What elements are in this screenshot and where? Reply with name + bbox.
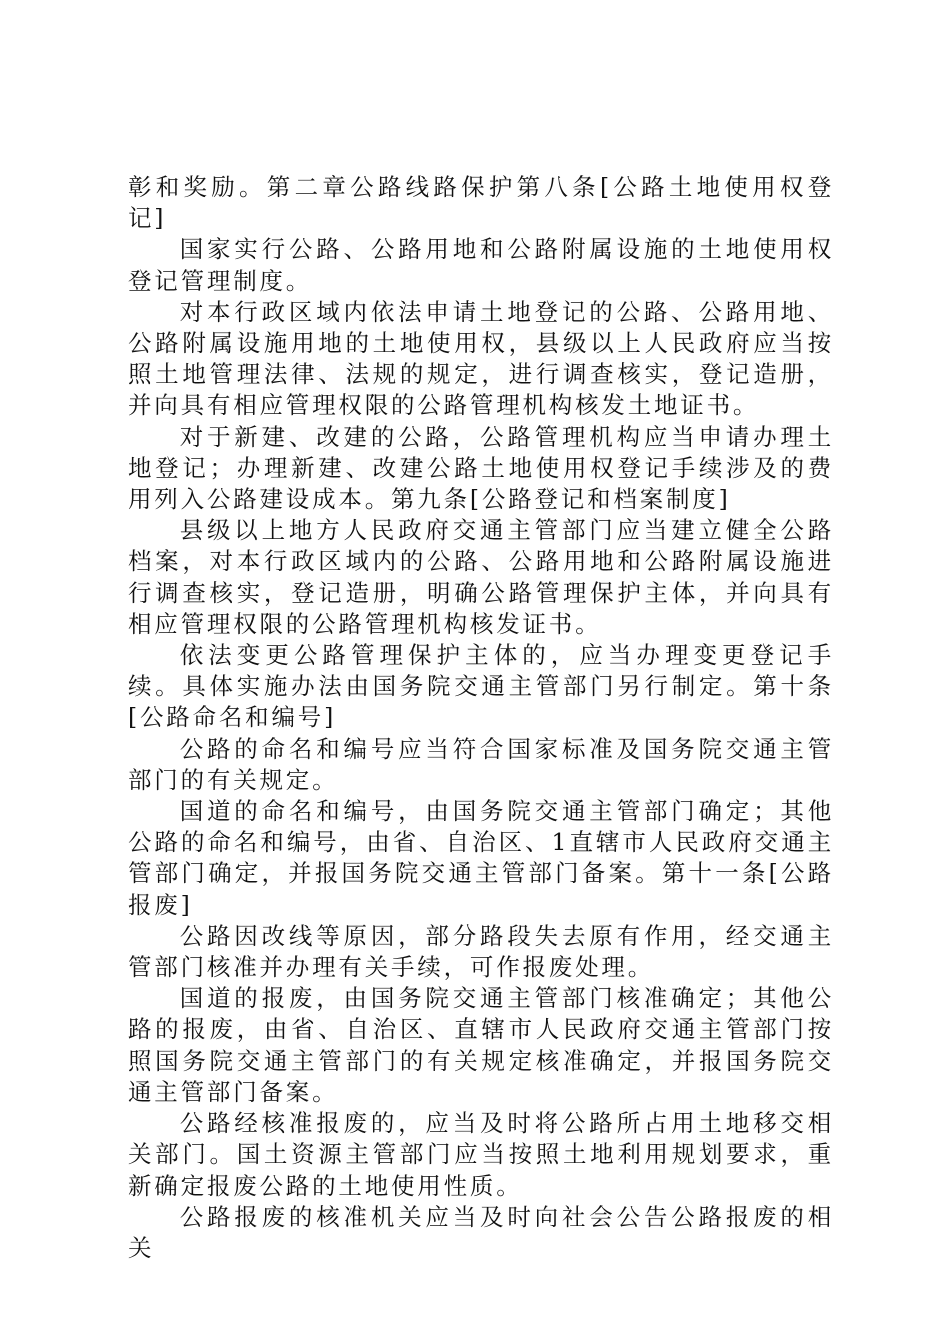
paragraph: 县级以上地方人民政府交通主管部门应当建立健全公路档案，对本行政区域内的公路、公路用地和公路附属设施进行调查核实，登记造册，明确公路管理保护主体，并向具有相应管理权限的公路管理机构核发证书。 <box>128 516 834 638</box>
paragraph: 公路因改线等原因，部分路段失去原有作用，经交通主管部门核准并办理有关手续，可作报废处理。 <box>128 921 834 982</box>
paragraph: 国道的报废，由国务院交通主管部门核准确定；其他公路的报废，由省、自治区、直辖市人民政府交通主管部门按照国务院交通主管部门的有关规定核准确定，并报国务院交通主管部门备案。 <box>128 984 834 1106</box>
paragraph: 依法变更公路管理保护主体的，应当办理变更登记手续。具体实施办法由国务院交通主管部门另行制定。第十条[公路命名和编号] <box>128 641 834 732</box>
paragraph: 公路经核准报废的，应当及时将公路所占用土地移交相关部门。国土资源主管部门应当按照土地利用规划要求，重新确定报废公路的土地使用性质。 <box>128 1109 834 1200</box>
document-body <box>128 172 834 1264</box>
paragraph: 彰和奖励。第二章公路线路保护第八条[公路土地使用权登记] <box>128 173 834 233</box>
paragraph: 国道的命名和编号，由国务院交通主管部门确定；其他公路的命名和编号，由省、自治区、1直辖市人民政府交通主管部门确定，并报国务院交通主管部门备案。第十一条[公路报废] <box>128 797 834 919</box>
paragraph: 公路报废的核准机关应当及时向社会公告公路报废的相关 <box>128 1202 834 1262</box>
paragraph: 对本行政区域内依法申请土地登记的公路、公路用地、公路附属设施用地的土地使用权，县级以上人民政府应当按照土地管理法律、法规的规定，进行调查核实，登记造册，并向具有相应管理权限的公路管理机构核发土地证书。 <box>128 297 834 420</box>
paragraph: 公路的命名和编号应当符合国家标准及国务院交通主管部门的有关规定。 <box>128 734 834 794</box>
paragraph: 国家实行公路、公路用地和公路附属设施的土地使用权登记管理制度。 <box>128 235 834 295</box>
paragraph: 对于新建、改建的公路，公路管理机构应当申请办理土地登记；办理新建、改建公路土地使用权登记手续涉及的费用列入公路建设成本。第九条[公路登记和档案制度] <box>128 422 834 514</box>
